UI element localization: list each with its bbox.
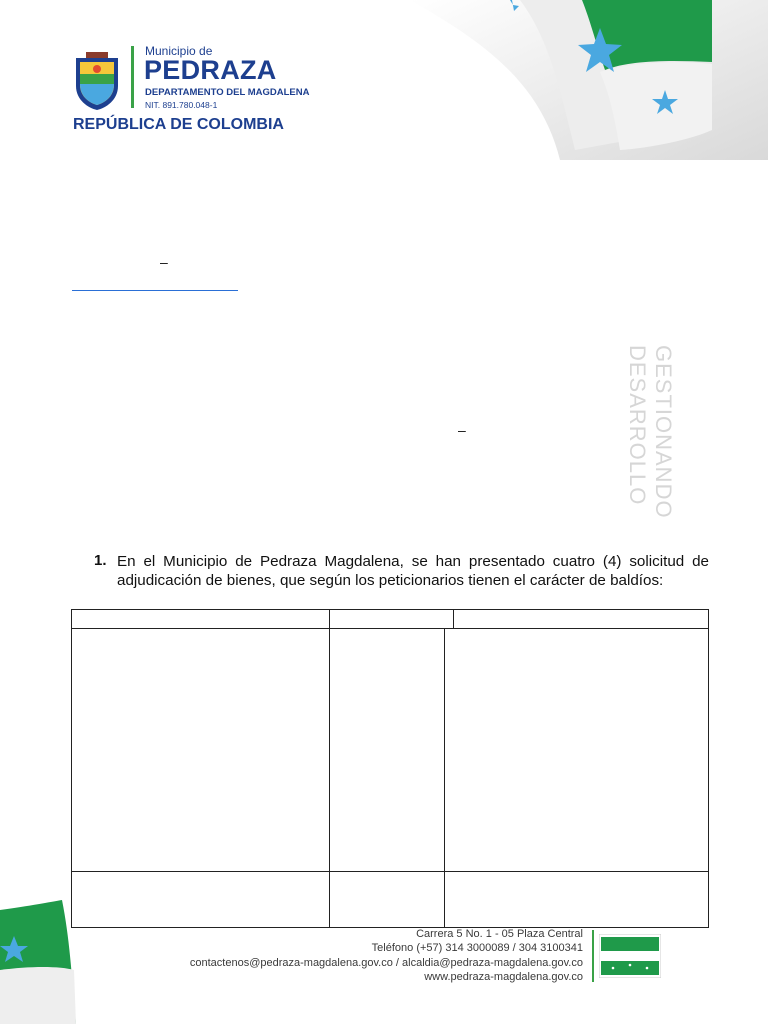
solicitudes-table [71, 609, 709, 928]
table-border [444, 628, 445, 928]
nit-label: NIT. 891.780.048-1 [145, 100, 218, 110]
municipal-flag-icon [599, 934, 661, 978]
dash-mark: – [160, 254, 168, 270]
footer-website[interactable]: www.pedraza-magdalena.gov.co [424, 971, 583, 983]
watermark-text: GESTIONANDO DESARROLLO [625, 345, 676, 519]
table-border [71, 871, 709, 872]
table-border [708, 609, 709, 928]
flag-decoration-bottom [0, 900, 120, 1024]
footer-address: Carrera 5 No. 1 - 05 Plaza Central [416, 928, 583, 940]
table-border [71, 628, 709, 629]
municipio-label: Municipio de [145, 44, 213, 58]
list-item-text: En el Municipio de Pedraza Magdalena, se han presentado cuatro (4) solicitud de adjudicación de bienes, que según los peticionarios tienen el carácter de baldíos: [117, 553, 709, 589]
republica-label: REPÚBLICA DE COLOMBIA [73, 116, 284, 133]
flag-decoration-top [400, 0, 768, 160]
footer-phone: Teléfono (+57) 314 3000089 / 304 3100341 [371, 942, 583, 954]
dash-mark: – [458, 422, 466, 438]
footer-emails[interactable]: contactenos@pedraza-magdalena.gov.co / alcaldia@pedraza-magdalena.gov.co [189, 957, 583, 969]
municipal-crest-icon [72, 52, 122, 110]
footer-divider [592, 930, 594, 982]
departamento-label: DEPARTAMENTO DEL MAGDALENA [145, 87, 310, 98]
municipio-name: PEDRAZA [144, 55, 277, 85]
list-item-number: 1. [94, 552, 107, 569]
blue-underline [72, 290, 238, 291]
header-divider [131, 46, 134, 108]
table-border [329, 609, 330, 928]
table-border [71, 609, 709, 610]
table-border [71, 609, 72, 928]
table-border [453, 609, 454, 629]
table-border [71, 927, 709, 928]
